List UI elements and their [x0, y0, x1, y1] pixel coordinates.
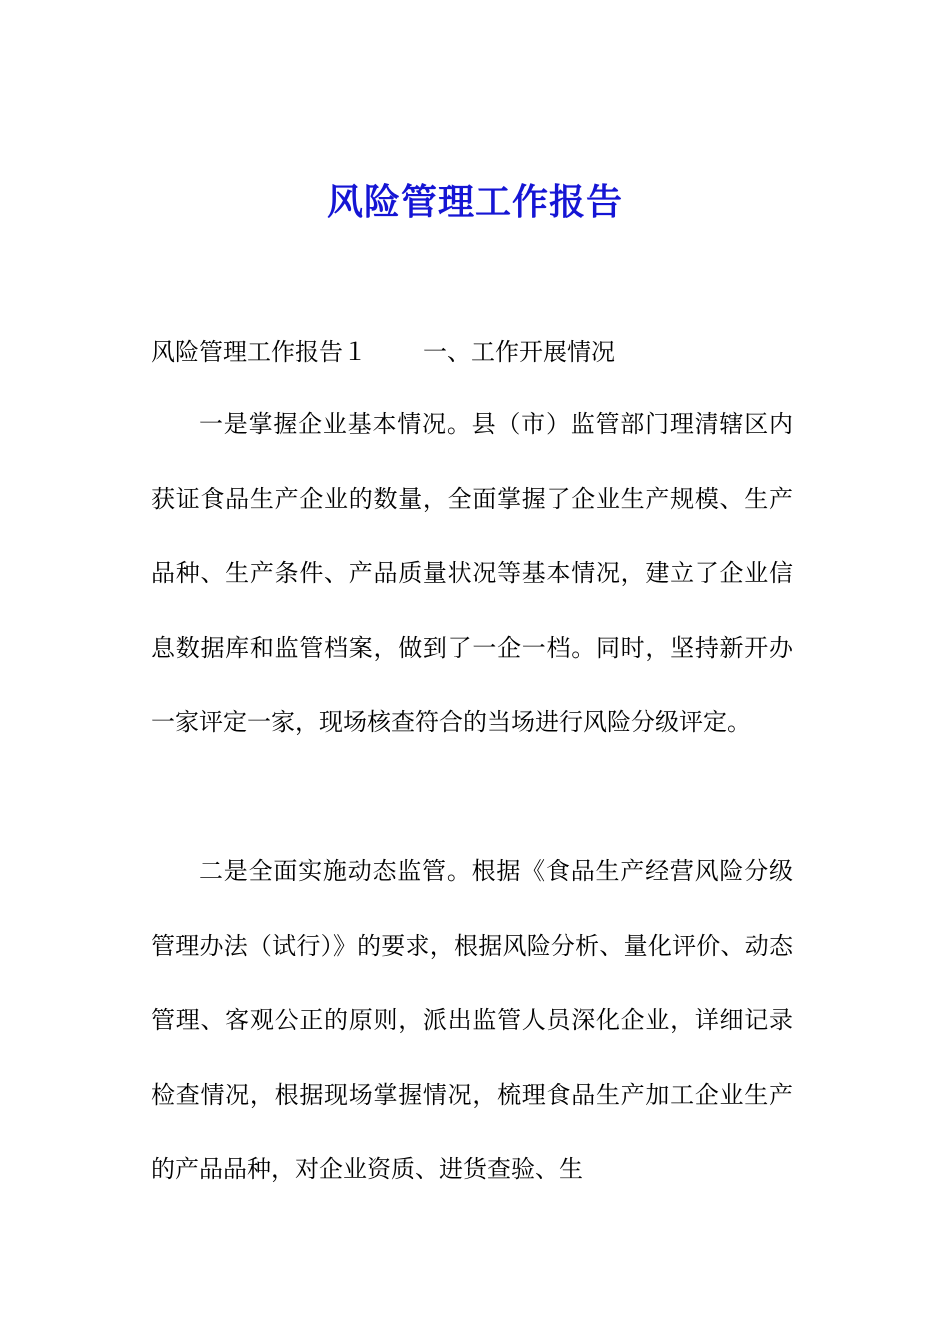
body-paragraph-1: 一是掌握企业基本情况。县（市）监管部门理清辖区内获证食品生产企业的数量，全面掌握了企业生产规模、生产品种、生产条件、产品质量状况等基本情况，建立了企业信息数据库和监管档案，做到了一企一档。同时，坚持新开办一家评定一家，现场核查符合的当场进行风险分级评定。 [151, 410, 793, 736]
body-paragraph-2: 二是全面实施动态监管。根据《食品生产经营风险分级管理办法（试行）》的要求，根据风险分析、量化评价、动态管理、客观公正的原则，派出监管人员深化企业，详细记录检查情况，根据现场掌握情况，梳理食品生产加工企业生产的产品品种，对企业资质、进货查验、生 [151, 857, 793, 1183]
document-title: 风险管理工作报告 [326, 182, 623, 223]
section-heading: 一、工作开展情况 [423, 338, 615, 366]
report-label: 风险管理工作报告１ [151, 338, 367, 366]
report-subheading [151, 334, 811, 370]
